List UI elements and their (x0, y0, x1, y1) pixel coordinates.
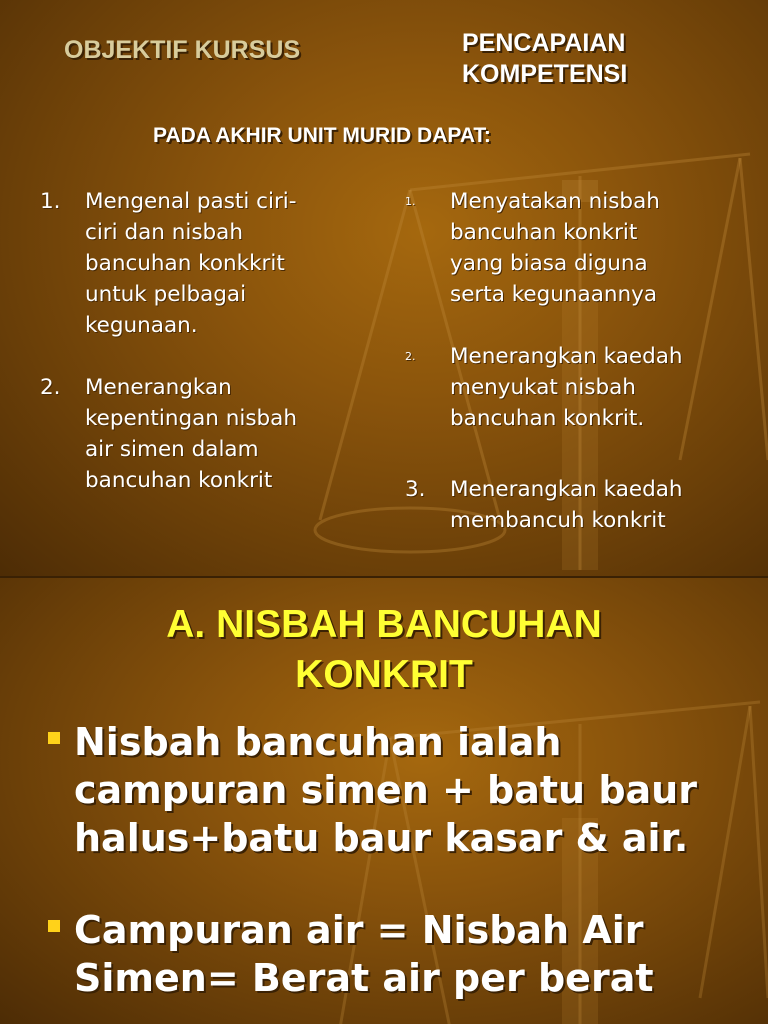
list-item-text (405, 186, 745, 310)
list-item-line: yang biasa diguna (450, 251, 648, 276)
list-item-number: 3. (405, 477, 426, 502)
header-competency-line2: KOMPETENSI (462, 60, 628, 88)
header-objectives: OBJEKTIF KURSUS (64, 36, 301, 64)
subheader-students-can: PADA AKHIR UNIT MURID DAPAT: (153, 124, 491, 147)
header-competency-line1: PENCAPAIAN (462, 29, 626, 57)
list-item-number: 1. (405, 195, 416, 208)
bullet-line: Simen= Berat air per berat (74, 956, 654, 1000)
list-item-line: bancuhan konkkrit (85, 251, 285, 276)
section-title-line1: A. NISBAH BANCUHAN (166, 603, 602, 646)
list-item-text (40, 186, 360, 341)
square-bullet-icon (48, 920, 60, 932)
section-title (0, 600, 768, 700)
list-item-line: Menerangkan (85, 375, 232, 400)
competency-list (405, 186, 745, 536)
list-item-number: 2. (40, 375, 61, 400)
definition-bullets (46, 718, 746, 1002)
list-item-text (405, 474, 745, 536)
bullet-item (46, 718, 746, 862)
section-title-line2: KONKRIT (295, 653, 473, 696)
list-item-line: bancuhan konkrit. (450, 406, 645, 431)
list-item-line: bancuhan konkrit (450, 220, 638, 245)
list-item (405, 474, 745, 536)
bullet-line: halus+batu baur kasar & air. (74, 816, 689, 860)
bullet-line: campuran simen + batu baur (74, 768, 697, 812)
list-item-line: Menerangkan kaedah (450, 344, 683, 369)
list-item (405, 341, 745, 434)
bullet-line: Nisbah bancuhan ialah (74, 720, 562, 764)
list-item-line: untuk pelbagai (85, 282, 247, 307)
list-item-line: Mengenal pasti ciri- (85, 189, 297, 214)
list-item-line: kegunaan. (85, 313, 198, 338)
list-item-line: bancuhan konkrit (85, 468, 273, 493)
header-competency (462, 28, 627, 90)
list-item-line: air simen dalam (85, 437, 259, 462)
list-item (405, 186, 745, 310)
list-item (40, 372, 360, 496)
square-bullet-icon (48, 732, 60, 744)
list-item-line: Menyatakan nisbah (450, 189, 660, 214)
list-item-number: 2. (405, 350, 416, 363)
bullet-item (46, 906, 746, 1002)
list-item-line: Menerangkan kaedah (450, 477, 683, 502)
list-item-text (40, 372, 360, 496)
objectives-list (40, 186, 360, 496)
list-item-line: kepentingan nisbah (85, 406, 297, 431)
bullet-line: Campuran air = Nisbah Air (74, 908, 644, 952)
list-item-number: 1. (40, 189, 61, 214)
list-item-text (405, 341, 745, 434)
list-item-line: ciri dan nisbah (85, 220, 243, 245)
list-item-line: membancuh konkrit (450, 508, 666, 533)
list-item-line: menyukat nisbah (450, 375, 636, 400)
list-item-line: serta kegunaannya (450, 282, 658, 307)
list-item (40, 186, 360, 341)
